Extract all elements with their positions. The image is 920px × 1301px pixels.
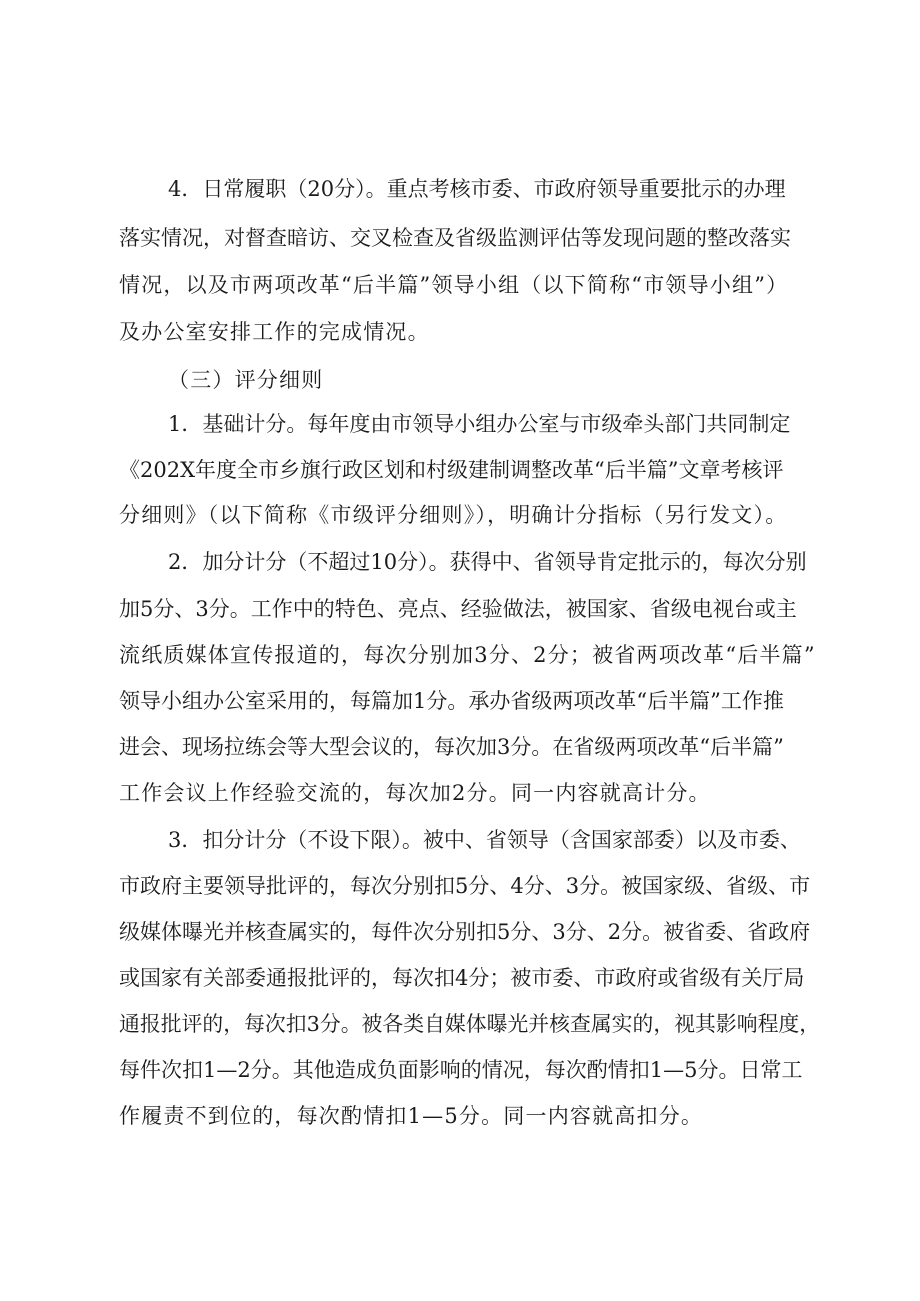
paragraph-2-line-2: 加5分、3分。工作中的特色、亮点、经验做法，被国家、省级电视台或主	[119, 597, 797, 621]
paragraph-3-line-4: 或国家有关部委通报批评的，每次扣4分；被市委、市政府或省级有关厅局	[119, 966, 805, 990]
paragraph-1-line-3: 分细则》（以下简称《市级评分细则》），明确计分指标（另行发文）。	[119, 503, 788, 527]
paragraph-4-line-2: 落实情况，对督查暗访、交叉检查及省级监测评估等发现问题的整改落实	[119, 226, 791, 250]
paragraph-4-line-1: 4．日常履职（20分）。重点考核市委、市政府领导重要批示的办理	[168, 177, 786, 201]
paragraph-3-line-7: 作履责不到位的，每次酌情扣1—5分。同一内容就高扣分。	[119, 1104, 704, 1128]
paragraph-3-line-5: 通报批评的，每次扣3分。被各类自媒体曝光并核查属实的，视其影响程度，	[119, 1012, 821, 1036]
paragraph-2-line-4: 领导小组办公室采用的，每篇加1分。承办省级两项改革“后半篇”工作推	[119, 689, 784, 713]
paragraph-2-line-5: 进会、现场拉练会等大型会议的，每次加3分。在省级两项改革“后半篇”	[119, 735, 784, 759]
paragraph-2-line-1: 2．加分计分（不超过10分）。获得中、省领导肯定批示的，每次分别	[168, 550, 807, 574]
paragraph-2-line-3: 流纸质媒体宣传报道的，每次分别加3分、2分；被省两项改革“后半篇”	[119, 643, 816, 667]
paragraph-4-line-4: 及办公室安排工作的完成情况。	[119, 320, 430, 344]
paragraph-3-line-1: 3．扣分计分（不设下限）。被中、省领导（含国家部委）以及市委、	[168, 828, 801, 852]
paragraph-3-line-3: 级媒体曝光并核查属实的，每件次分别扣5分、3分、2分。被省委、省政府	[119, 920, 811, 944]
paragraph-3-line-2: 市政府主要领导批评的，每次分别扣5分、4分、3分。被国家级、省级、市	[119, 874, 811, 898]
paragraph-4-line-3: 情况，以及市两项改革“后半篇”领导小组（以下简称“市领导小组”）	[119, 273, 789, 297]
paragraph-1-line-1: 1．基础计分。每年度由市领导小组办公室与市级牵头部门共同制定	[168, 412, 791, 436]
paragraph-3-line-6: 每件次扣1—2分。其他造成负面影响的情况，每次酌情扣1—5分。日常工	[119, 1058, 803, 1082]
paragraph-2-line-6: 工作会议上作经验交流的，每次加2分。同一内容就高计分。	[119, 781, 711, 805]
paragraph-1-line-2: 《202X年度全市乡旗行政区划和村级建制调整改革“后半篇”文章考核评	[119, 458, 784, 482]
section-heading-scoring-rules: （三）评分细则	[168, 368, 324, 392]
